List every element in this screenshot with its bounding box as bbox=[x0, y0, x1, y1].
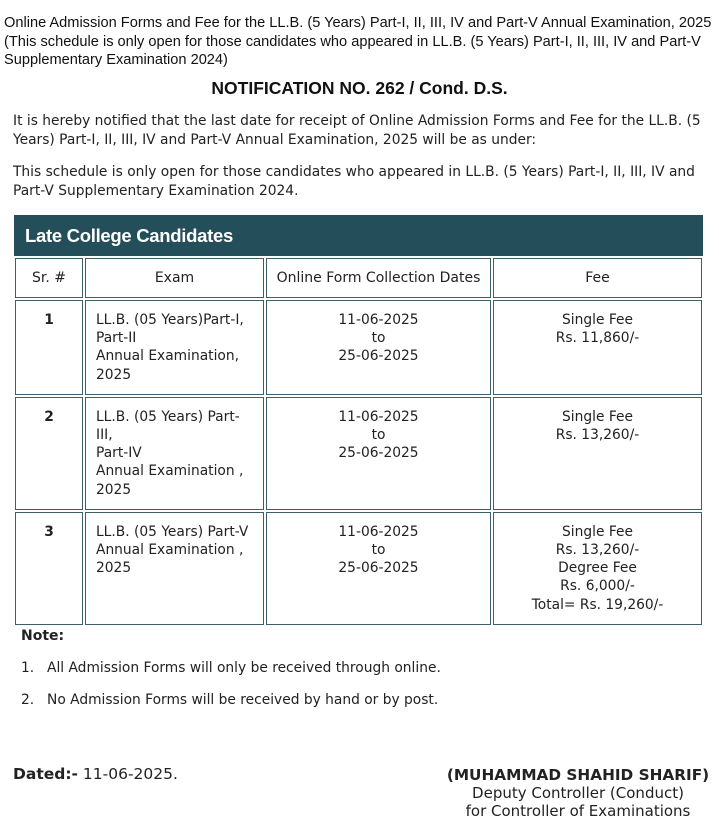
header-dates: Online Form Collection Dates bbox=[266, 258, 491, 298]
fee-line: Total= Rs. 19,260/- bbox=[531, 596, 664, 613]
row-exam bbox=[85, 397, 264, 510]
dated-line bbox=[13, 765, 178, 783]
exam-line: 2025 bbox=[96, 560, 132, 577]
header-line: Supplementary Examination 2024) bbox=[4, 52, 228, 68]
table-title: Late College Candidates bbox=[14, 215, 703, 256]
row-dates bbox=[266, 300, 491, 395]
row-fee bbox=[493, 397, 702, 510]
exam-line: Annual Examination, bbox=[96, 348, 239, 365]
row-dates bbox=[266, 512, 491, 625]
fee-line: Rs. 13,260/- bbox=[555, 542, 640, 559]
fee-line: Degree Fee bbox=[558, 560, 637, 577]
signatory-name: (MUHAMMAD SHAHID SHARIF) bbox=[446, 766, 710, 784]
header-fee: Fee bbox=[493, 258, 702, 298]
fee-line: Rs. 11,860/- bbox=[555, 330, 640, 347]
row-sr: 3 bbox=[15, 512, 83, 625]
exam-line: Annual Examination , bbox=[96, 463, 244, 480]
signature-block bbox=[440, 766, 716, 820]
exam-line: 2025 bbox=[96, 481, 132, 498]
note-number: 1. bbox=[21, 660, 35, 676]
fee-line: Single Fee bbox=[562, 408, 633, 425]
exam-line: LL.B. (05 Years) Part-III, bbox=[96, 408, 240, 444]
exam-line: Part-II bbox=[96, 330, 137, 347]
row-fee bbox=[493, 300, 702, 395]
schedule-table-container bbox=[14, 215, 703, 627]
date-line: 11-06-2025 bbox=[338, 523, 419, 540]
header-sr: Sr. # bbox=[15, 258, 83, 298]
note-text: All Admission Forms will only be received through online. bbox=[47, 660, 441, 676]
date-line: to bbox=[371, 330, 386, 347]
dated-label: Dated:- bbox=[13, 765, 78, 783]
exam-line: Part-IV bbox=[96, 445, 142, 462]
fee-line: Rs. 13,260/- bbox=[555, 427, 640, 444]
document-header bbox=[4, 14, 714, 70]
row-fee bbox=[493, 512, 702, 625]
note-text: No Admission Forms will be received by hand or by post. bbox=[47, 692, 439, 708]
eligibility-paragraph: This schedule is only open for those candidates who appeared in LL.B. (5 Years) Part-I, II, III, IV and Part-V Supplementary Examination 2024. bbox=[13, 164, 695, 199]
date-line: to bbox=[371, 542, 386, 559]
note-title: Note: bbox=[21, 628, 65, 644]
schedule-table bbox=[13, 256, 704, 627]
signatory-title: Deputy Controller (Conduct) bbox=[472, 784, 684, 802]
note-item bbox=[21, 692, 438, 708]
exam-line: LL.B. (05 Years) Part-V bbox=[96, 523, 249, 540]
date-line: to bbox=[371, 427, 386, 444]
fee-line: Rs. 6,000/- bbox=[560, 578, 635, 595]
date-line: 25-06-2025 bbox=[338, 445, 419, 462]
date-line: 25-06-2025 bbox=[338, 560, 419, 577]
notification-number: NOTIFICATION NO. 262 / Cond. D.S. bbox=[211, 78, 508, 98]
row-dates bbox=[266, 397, 491, 510]
note-item bbox=[21, 660, 441, 676]
intro-paragraph: It is hereby notified that the last date for receipt of Online Admission Forms and Fee for the LL.B. (5 Years) Part-I, II, III, IV and Part-V Annual Examination, 2025 will be as under: bbox=[13, 113, 701, 148]
row-exam bbox=[85, 512, 264, 625]
note-number: 2. bbox=[21, 692, 35, 708]
table-row bbox=[15, 300, 702, 395]
row-sr: 1 bbox=[15, 300, 83, 395]
date-line: 11-06-2025 bbox=[338, 408, 419, 425]
exam-line: 2025 bbox=[96, 366, 132, 383]
exam-line: LL.B. (05 Years)Part-I, bbox=[96, 312, 244, 328]
fee-line: Single Fee bbox=[562, 523, 633, 540]
table-header-row bbox=[15, 258, 702, 298]
header-line: Online Admission Forms and Fee for the LL.B. (5 Years) Part-I, II, III, IV and Part-V Annual Examination, 2025 bbox=[4, 15, 712, 31]
date-line: 11-06-2025 bbox=[338, 312, 419, 328]
row-sr: 2 bbox=[15, 397, 83, 510]
exam-line: Annual Examination , bbox=[96, 542, 244, 559]
date-line: 25-06-2025 bbox=[338, 348, 419, 365]
row-exam bbox=[85, 300, 264, 395]
dated-value: 11-06-2025. bbox=[77, 765, 178, 783]
header-exam: Exam bbox=[85, 258, 264, 298]
table-row bbox=[15, 512, 702, 625]
signatory-for: for Controller of Examinations bbox=[465, 802, 691, 820]
fee-line: Single Fee bbox=[562, 312, 633, 328]
table-row bbox=[15, 397, 702, 510]
header-line: (This schedule is only open for those candidates who appeared in LL.B. (5 Years) Part-I, II, III, IV and Part-V bbox=[4, 33, 701, 50]
